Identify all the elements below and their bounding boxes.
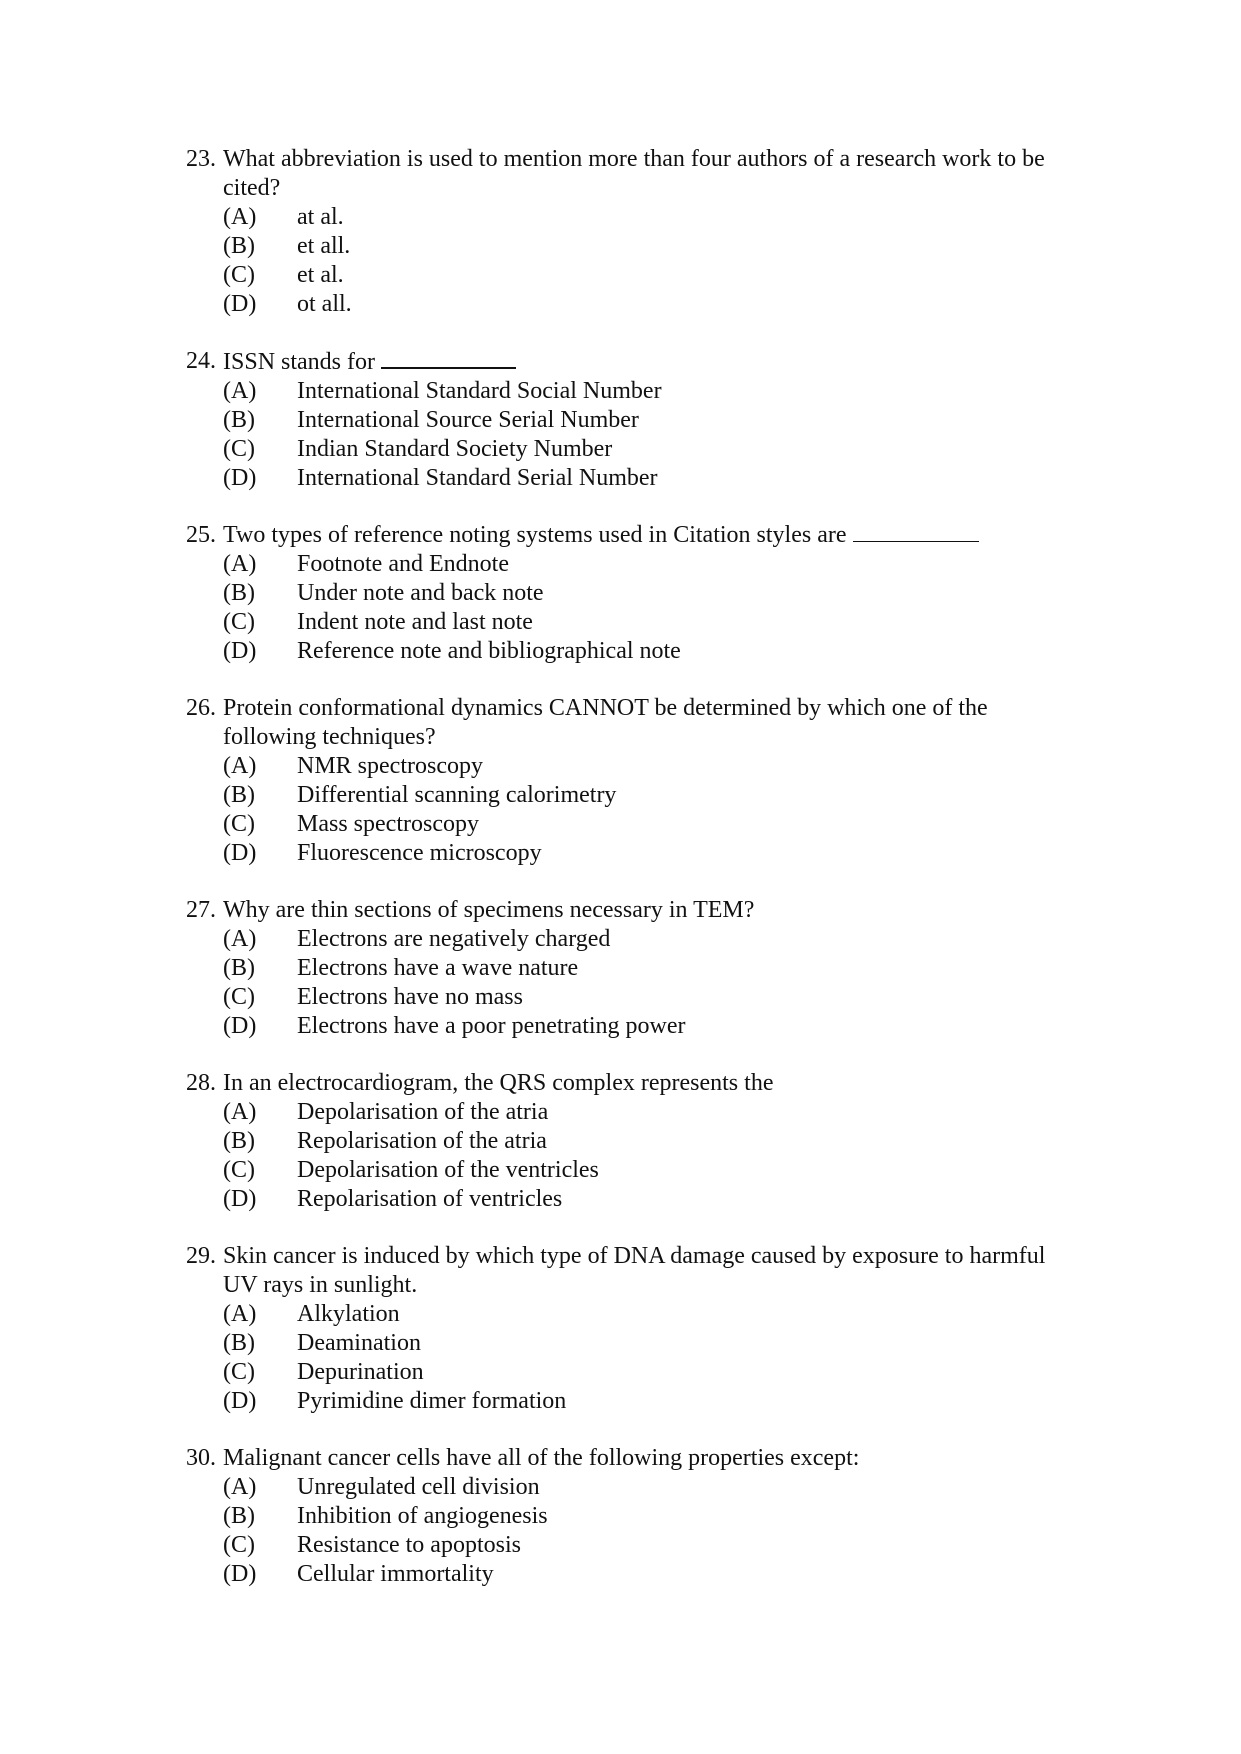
option-text: Unregulated cell division — [297, 1474, 540, 1500]
option-key: (C) — [223, 984, 255, 1010]
option-text: Alkylation — [297, 1301, 400, 1327]
option-key: (B) — [223, 1503, 255, 1529]
question-text: Protein conformational dynamics CANNOT be determined by which one of the following techniques? — [223, 695, 988, 750]
option-key: (B) — [223, 233, 255, 259]
option-key: (A) — [223, 753, 257, 779]
question-number: 28. — [186, 1070, 216, 1096]
option-text: at al. — [297, 204, 344, 230]
question-number: 25. — [186, 522, 216, 548]
option-text: Mass spectroscopy — [297, 811, 479, 837]
option-key: (B) — [223, 407, 255, 433]
option-key: (D) — [223, 291, 257, 317]
question-item — [186, 896, 1086, 1041]
option-text: Depolarisation of the atria — [297, 1099, 549, 1125]
question-text-wrap — [223, 1444, 1086, 1473]
option-key: (D) — [223, 1186, 257, 1212]
question-header — [186, 1069, 1086, 1098]
question-item — [186, 145, 1086, 319]
option-text: International Source Serial Number — [297, 407, 639, 433]
question-item — [186, 521, 1086, 666]
question-number: 26. — [186, 695, 216, 721]
question-text: ISSN stands for — [223, 349, 376, 375]
option-key: (D) — [223, 840, 257, 866]
answer-option — [186, 781, 1086, 810]
option-list — [186, 377, 1086, 493]
option-key: (C) — [223, 811, 255, 837]
answer-option — [186, 550, 1086, 579]
option-text: ot all. — [297, 291, 352, 317]
answer-option — [186, 1300, 1086, 1329]
option-key: (C) — [223, 1359, 255, 1385]
answer-option — [186, 954, 1086, 983]
option-key: (A) — [223, 1099, 257, 1125]
question-text: Why are thin sections of specimens necessary in TEM? — [223, 897, 755, 923]
option-list — [186, 1473, 1086, 1589]
question-header — [186, 145, 1086, 203]
question-item — [186, 1069, 1086, 1214]
answer-option — [186, 1387, 1086, 1416]
option-key: (D) — [223, 1388, 257, 1414]
option-text: Reference note and bibliographical note — [297, 638, 681, 664]
option-key: (C) — [223, 1157, 255, 1183]
option-key: (A) — [223, 926, 257, 952]
question-number: 24. — [186, 348, 216, 374]
option-list — [186, 550, 1086, 666]
option-key: (B) — [223, 782, 255, 808]
answer-option — [186, 464, 1086, 493]
option-text: International Standard Social Number — [297, 378, 662, 404]
question-header — [186, 694, 1086, 752]
question-item — [186, 1242, 1086, 1416]
option-list — [186, 752, 1086, 868]
option-key: (A) — [223, 551, 257, 577]
option-key: (A) — [223, 1474, 257, 1500]
answer-option — [186, 1329, 1086, 1358]
option-text: Electrons have a poor penetrating power — [297, 1013, 686, 1039]
question-item — [186, 694, 1086, 868]
answer-option — [186, 839, 1086, 868]
answer-option — [186, 608, 1086, 637]
answer-option — [186, 406, 1086, 435]
answer-option — [186, 1098, 1086, 1127]
option-key: (C) — [223, 609, 255, 635]
option-text: Footnote and Endnote — [297, 551, 509, 577]
option-text: Resistance to apoptosis — [297, 1532, 521, 1558]
answer-option — [186, 637, 1086, 666]
answer-option — [186, 752, 1086, 781]
option-text: Inhibition of angiogenesis — [297, 1503, 548, 1529]
option-text: Pyrimidine dimer formation — [297, 1388, 567, 1414]
option-key: (D) — [223, 638, 257, 664]
option-text: Depolarisation of the ventricles — [297, 1157, 599, 1183]
option-list — [186, 1300, 1086, 1416]
option-key: (C) — [223, 262, 255, 288]
question-text-wrap — [223, 1069, 1086, 1098]
question-header — [186, 1444, 1086, 1473]
option-text: et all. — [297, 233, 351, 259]
question-header — [186, 347, 1086, 377]
option-key: (B) — [223, 580, 255, 606]
option-text: Differential scanning calorimetry — [297, 782, 617, 808]
option-text: et al. — [297, 262, 344, 288]
option-key: (A) — [223, 378, 257, 404]
answer-option — [186, 290, 1086, 319]
answer-option — [186, 925, 1086, 954]
option-key: (B) — [223, 1330, 255, 1356]
option-text: Under note and back note — [297, 580, 544, 606]
answer-option — [186, 1185, 1086, 1214]
question-list — [186, 145, 1086, 1617]
option-text: Fluorescence microscopy — [297, 840, 542, 866]
option-key: (C) — [223, 1532, 255, 1558]
question-number: 23. — [186, 146, 216, 172]
option-key: (A) — [223, 1301, 257, 1327]
question-header — [186, 1242, 1086, 1300]
option-key: (D) — [223, 465, 257, 491]
option-key: (A) — [223, 204, 257, 230]
option-list — [186, 925, 1086, 1041]
option-key: (B) — [223, 955, 255, 981]
option-text: Depurination — [297, 1359, 424, 1385]
answer-option — [186, 983, 1086, 1012]
option-text: Cellular immortality — [297, 1561, 494, 1587]
answer-option — [186, 1473, 1086, 1502]
answer-option — [186, 1012, 1086, 1041]
question-text-wrap — [223, 347, 1086, 377]
option-text: Electrons are negatively charged — [297, 926, 611, 952]
option-text: Electrons have a wave nature — [297, 955, 579, 981]
answer-option — [186, 377, 1086, 406]
question-text-wrap — [223, 1242, 1086, 1300]
question-header — [186, 896, 1086, 925]
option-text: Deamination — [297, 1330, 421, 1356]
answer-option — [186, 1502, 1086, 1531]
question-text-wrap — [223, 694, 1086, 752]
answer-option — [186, 1560, 1086, 1589]
question-text: What abbreviation is used to mention more than four authors of a research work to be cited? — [223, 146, 1045, 201]
question-text-wrap — [223, 521, 1086, 550]
question-number: 29. — [186, 1243, 216, 1269]
answer-option — [186, 1156, 1086, 1185]
answer-option — [186, 579, 1086, 608]
option-text: International Standard Serial Number — [297, 465, 658, 491]
question-text-wrap — [223, 896, 1086, 925]
question-number: 30. — [186, 1445, 216, 1471]
answer-option — [186, 1127, 1086, 1156]
question-text-wrap — [223, 145, 1086, 203]
question-number: 27. — [186, 897, 216, 923]
answer-option — [186, 203, 1086, 232]
question-text: Skin cancer is induced by which type of DNA damage caused by exposure to harmful UV rays in sunlight. — [223, 1243, 1046, 1298]
option-text: Electrons have no mass — [297, 984, 523, 1010]
answer-blank — [853, 521, 979, 542]
question-header — [186, 521, 1086, 550]
answer-option — [186, 810, 1086, 839]
question-text: Malignant cancer cells have all of the following properties except: — [223, 1445, 860, 1471]
question-text: In an electrocardiogram, the QRS complex represents the — [223, 1070, 774, 1096]
option-text: Indian Standard Society Number — [297, 436, 613, 462]
option-key: (B) — [223, 1128, 255, 1154]
option-text: NMR spectroscopy — [297, 753, 483, 779]
option-list — [186, 203, 1086, 319]
answer-option — [186, 232, 1086, 261]
answer-blank — [381, 347, 516, 369]
option-key: (D) — [223, 1561, 257, 1587]
question-text: Two types of reference noting systems used in Citation styles are — [223, 522, 847, 548]
option-text: Indent note and last note — [297, 609, 533, 635]
answer-option — [186, 261, 1086, 290]
answer-option — [186, 1358, 1086, 1387]
option-key: (D) — [223, 1013, 257, 1039]
question-item — [186, 1444, 1086, 1589]
option-text: Repolarisation of ventricles — [297, 1186, 563, 1212]
answer-option — [186, 1531, 1086, 1560]
option-list — [186, 1098, 1086, 1214]
option-text: Repolarisation of the atria — [297, 1128, 547, 1154]
question-item — [186, 347, 1086, 493]
option-key: (C) — [223, 436, 255, 462]
answer-option — [186, 435, 1086, 464]
